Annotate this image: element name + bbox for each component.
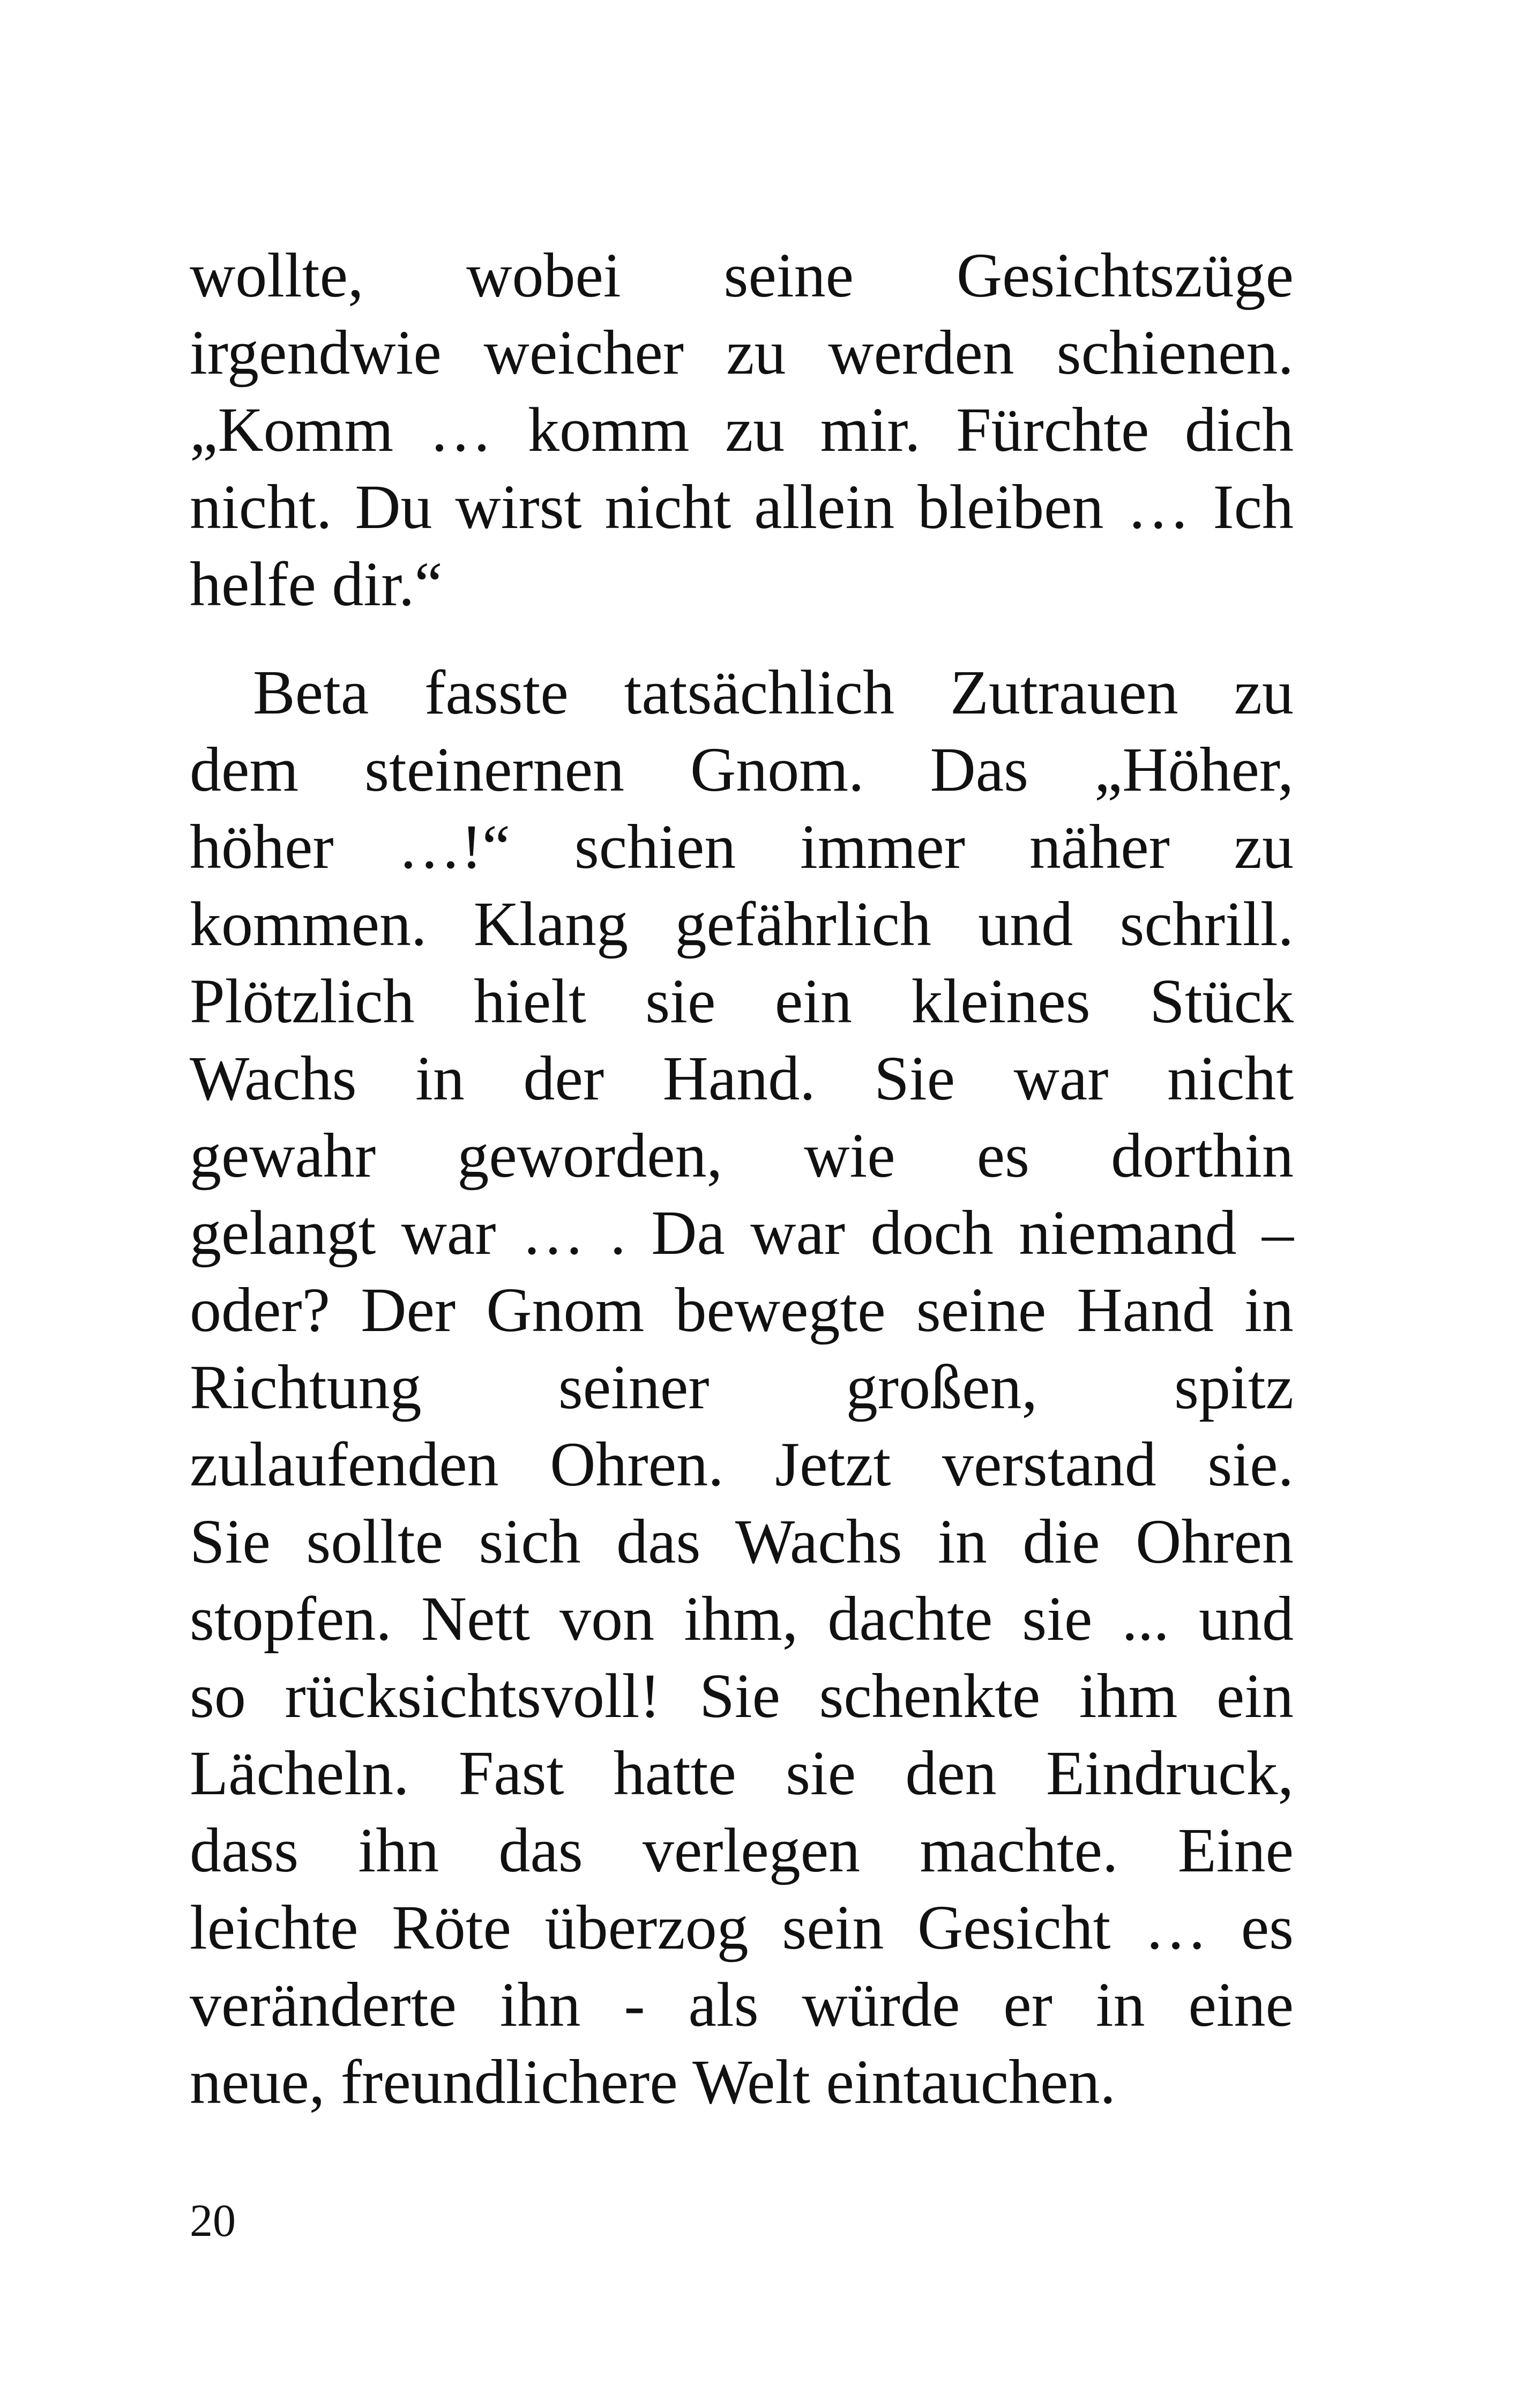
text-line: nicht. Du wirst nicht allein bleiben … Ich [190, 472, 1294, 542]
text-line: wollte, wobei seine Gesichtszüge [190, 240, 1294, 310]
text-line: höher …!“ schien immer näher zu [190, 812, 1294, 882]
text-line: Beta fasste tatsächlich Zutrauen zu [253, 657, 1294, 727]
text-line: gewahr geworden, wie es dorthin [190, 1120, 1294, 1191]
text-line: kommen. Klang gefährlich und schrill. [190, 889, 1294, 959]
text-line: oder? Der Gnom bewegte seine Hand in [190, 1275, 1294, 1345]
text-line: neue, freundlichere Welt eintauchen. [190, 2047, 1116, 2117]
text-line: Richtung seiner großen, spitz [190, 1352, 1294, 1422]
text-line: dass ihn das verlegen machte. Eine [190, 1815, 1294, 1885]
text-line: zulaufenden Ohren. Jetzt verstand sie. [190, 1429, 1294, 1499]
text-line: dem steinernen Gnom. Das „Höher, [190, 734, 1294, 805]
text-line: irgendwie weicher zu werden schienen. [190, 317, 1294, 388]
text-line: Lächeln. Fast hatte sie den Eindruck, [190, 1738, 1294, 1808]
text-line: helfe dir.“ [190, 549, 443, 619]
body-text [190, 237, 1294, 2121]
text-line: „Komm … komm zu mir. Fürchte dich [190, 395, 1294, 465]
text-line: gelangt war … . Da war doch niemand – [190, 1198, 1294, 1268]
text-line: leichte Röte überzog sein Gesicht … es [190, 1892, 1294, 1963]
text-line: Wachs in der Hand. Sie war nicht [190, 1043, 1294, 1113]
text-line: stopfen. Nett von ihm, dachte sie ... und [190, 1584, 1294, 1654]
paragraph-gap [190, 623, 1294, 654]
text-line: Plötzlich hielt sie ein kleines Stück [190, 966, 1294, 1036]
text-line: veränderte ihn - als würde er in eine [190, 1969, 1294, 2040]
page-number: 20 [190, 2195, 236, 2246]
text-line: Sie sollte sich das Wachs in die Ohren [190, 1506, 1294, 1577]
text-line: so rücksichtsvoll! Sie schenkte ihm ein [190, 1661, 1294, 1731]
